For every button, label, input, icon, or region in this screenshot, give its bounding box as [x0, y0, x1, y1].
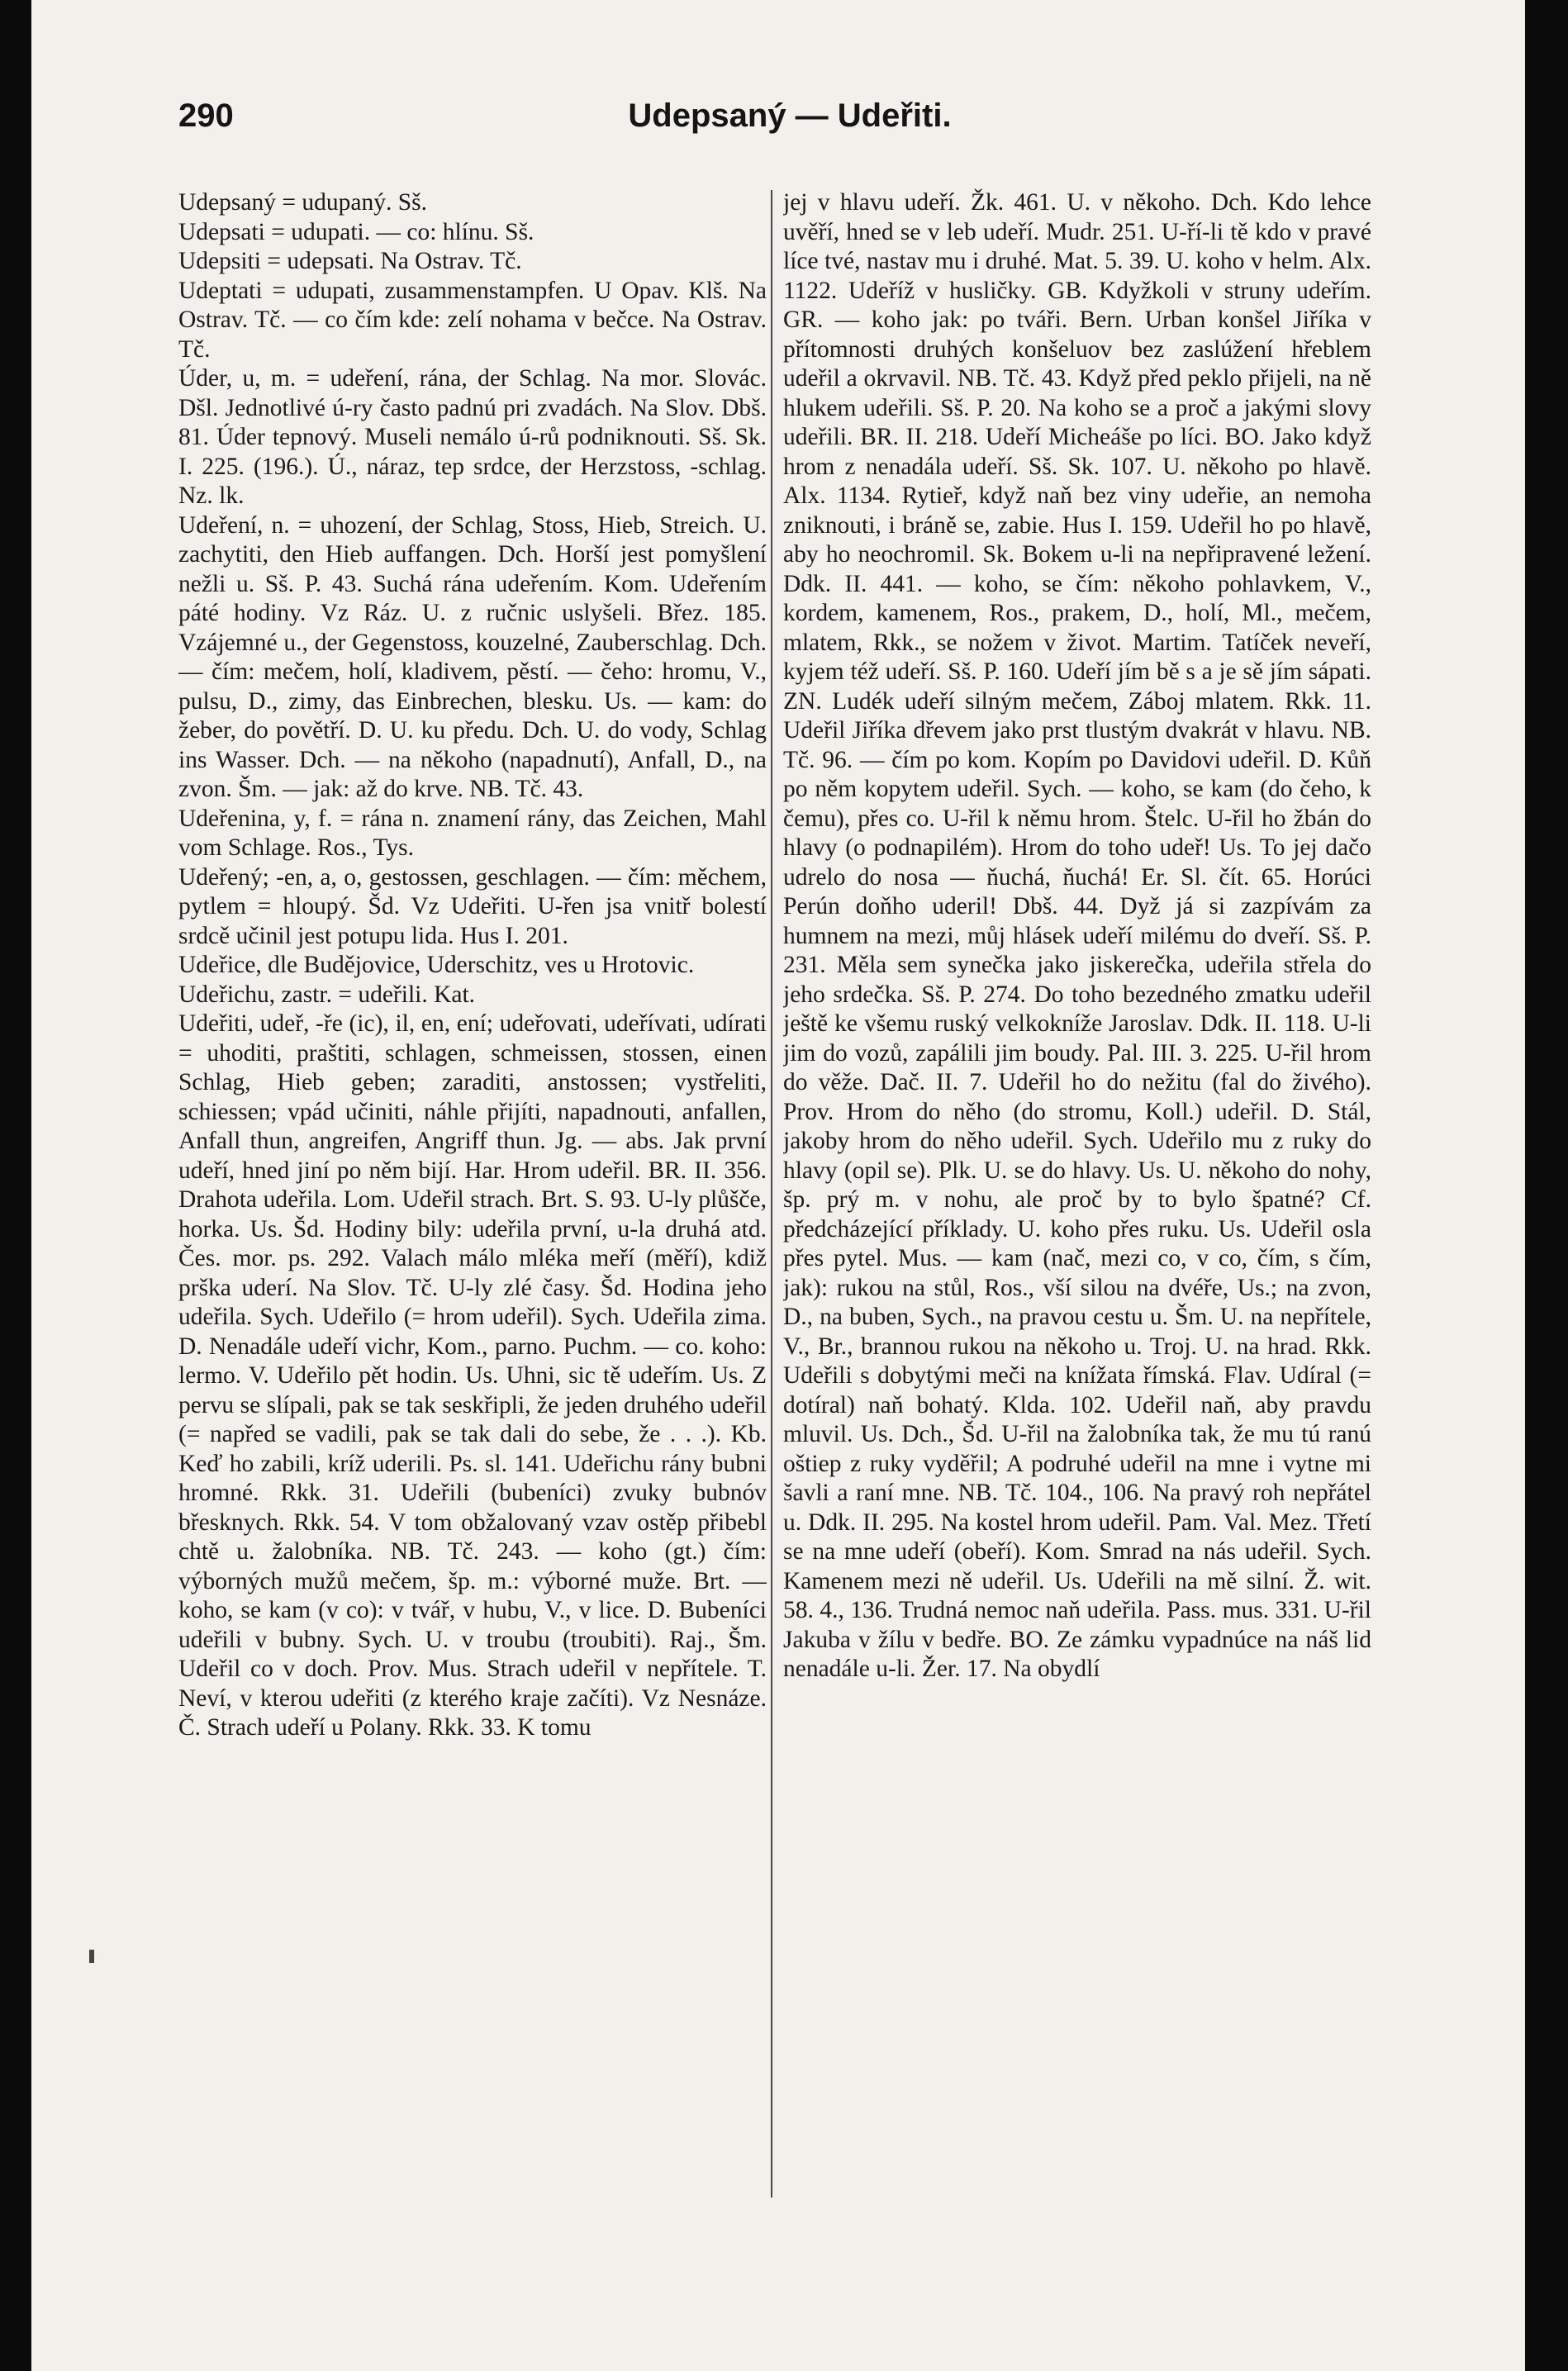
entry-udereny: Udeřený; -en, a, o, gestossen, geschlagen. — čím: měchem, pytlem = hloupý. Šd. Vz Udeřiti. U-řen jsa vnitř bolestí srdcě učinil jest potupu lida. Hus I. 201.	[178, 863, 767, 949]
entry-udepsany: Udepsaný = udupaný. Sš.	[178, 189, 427, 216]
entry-udepsiti: Udepsiti = udepsati. Na Ostrav. Tč.	[178, 248, 522, 274]
entry-udepsati: Udepsati = udupati. — co: hlínu. Sš.	[178, 218, 535, 245]
entry-udereni: Udeření, n. = uhození, der Schlag, Stoss, Hieb, Streich. U. zachytiti, den Hieb auffangen. Dch. Horší jest pomyšlení nežli u. Sš. P. 43. Suchá rána udeřením. Kom. Udeřením páté hodiny. Vz Ráz. U. z ručnic uslyšeli. Břez. 185. Vzájemné u., der Gegenstoss, kouzelné, Zauberschlag. Dch. — čím: mečem, holí, kladivem, pěstí. — čeho: hromu, V., pulsu, D., zimy, das Einbrechen, blesku. Us. — kam: do žeber, do povětří. D. U. ku předu. Dch. U. do vody, Schlag ins Wasser. Dch. — na někoho (napadnutí), Anfall, D., na zvon. Šm. — jak: až do krve. NB. Tč. 43.	[178, 511, 767, 802]
column-divider	[771, 190, 772, 2198]
page-number: 290	[178, 97, 234, 134]
page-header	[178, 97, 1401, 147]
entry-uder: Úder, u, m. = udeření, rána, der Schlag. Na mor. Slovác. Dšl. Jednotlivé ú-ry často padnú pri zvadách. Na Slov. Dbš. 81. Úder tepnový. Museli nemálo ú-rů podniknouti. Sš. Sk. I. 225. (196.). Ú., náraz, tep srdce, der Herzstoss, -schlag. Nz. lk.	[178, 365, 767, 509]
entry-uderenina: Udeřenina, y, f. = rána n. znamení rány, das Zeichen, Mahl vom Schlage. Ros., Tys.	[178, 805, 767, 861]
entry-uderiti: Udeřiti, udeř, -ře (ic), il, en, ení; udeřovati, udeřívati, udírati = uhoditi, praštiti, schlagen, schmeissen, stossen, einen Schlag, Hieb geben; zaraditi, anstossen; vystřeliti, schiessen; vpád učiniti, náhle přijíti, napadnouti, anfallen, Anfall thun, angreifen, Angriff thun. Jg. — abs. Jak první udeří, hned jiní po něm bijí. Har. Hrom udeřil. BR. II. 356. Drahota udeřila. Lom. Udeřil strach. Brt. S. 93. U-ly plůšče, horka. Us. Šd. Hodiny bily: udeřila první, u-la druhá atd. Čes. mor. ps. 292. Valach málo mléka meří (měří), kdiž prška uderí. Na Slov. Tč. U-ly zlé časy. Šd. Hodina jeho udeřila. Sych. Udeřilo (= hrom udeřil). Sych. Udeřila zima. D. Nenadále udeří vichr, Kom., parno. Puchm. — co. koho: lermo. V. Udeřilo pět hodin. Us. Uhni, sic tě udeřím. Us. Z pervu se slípali, pak se tak seskřipli, že jeden druhého udeřil (= napřed se vadili, pak se tak dali do sebe, že . . .). Kb. Keď ho zabili, kríž uderili. Ps. sl. 141. Udeřichu rány bubni hromné. Rkk. 31. Udeřili (bubeníci) zvuky bubnóv břesknych. Rkk. 54. V tom obžalovaný vzav ostěp přibebl chtě u. žalobníka. NB. Tč. 243. — koho (gt.) čím: výborných mužů mečem, šp. m.: výborné muže. Brt. — koho, se kam (v co): v tvář, v hubu, V., v lice. D. Bubeníci udeřili v bubny. Sych. U. v troubu (troubiti). Raj., Šm. Udeřil co v doch. Prov. Mus. Strach udeřil v nepřítele. T. Neví, v kterou udeřiti (z kterého kraje začíti). Vz Nesnáze. Č. Strach udeří u Polany. Rkk. 33. K tomu	[178, 1010, 767, 1741]
entry-uderiti-continued: jej v hlavu udeří. Žk. 461. U. v někoho. Dch. Kdo lehce uvěří, hned se v leb udeří. Mudr. 251. U-ří-li tě kdo v pravé líce tvé, nastav mu i druhé. Mat. 5. 39. U. koho v helm. Alx. 1122. Udeříž v husličky. GB. Kdyžkoli v struny udeřím. GR. — koho jak: po tváři. Bern. Urban konšel Jiříka v přítomnosti druhých konšeluov bez zaslúžení hřeblem udeřil a okrvavil. NB. Tč. 43. Když před peklo přijeli, na ně hlukem udeřili. Sš. P. 20. Na koho se a proč a jakými slovy udeřili. BR. II. 218. Udeří Micheáše po líci. BO. Jako když hrom z nenadála udeří. Sš. Sk. 107. U. někoho po hlavě. Alx. 1134. Rytieř, když naň bez viny udeřie, an nemoha zniknouti, i bráně se, zabie. Hus I. 159. Udeřil ho po hlavě, aby ho neochromil. Sk. Bokem u-li na nepřipravené ležení. Ddk. II. 441. — koho, se čím: někoho pohlavkem, V., kordem, kamenem, Ros., prakem, D., holí, Ml., mečem, mlatem, Rkk., se nožem v život. Martim. Tatíček neveří, kyjem též udeří. Sš. P. 160. Udeří jím bě s a je sě jím sápati. ZN. Ludék udeří silným mečem, Záboj mlatem. Rkk. 11. Udeřil Jiříka dřevem jako prst tlustým dvakrát v hlavu. NB. Tč. 96. — čím po kom. Kopím po Davidovi udeřil. D. Kůň po něm kopytem udeřil. Sych. — koho, se kam (do čeho, k čemu), přes co. U-řil k němu hrom. Štelc. U-řil ho žbán do hlavy (o podnapilém). Hrom do toho udeř! Us. To jej dačo udrelo do nosa — ňuchá, ňuchá! Er. Sl. čít. 65. Horúci Perún doňho uderil! Dbš. 44. Dyž já si zazpívám za humnem na mezi, můj hlásek udeří milému do dveří. Sš. P. 231. Měla sem synečka jako jiskerečka, udeřila střela do jeho srdečka. Sš. P. 274. Do toho bezedného zmatku udeřil ještě ke všemu ruský velkokníže Jaroslav. Ddk. II. 118. U-li jim do vozů, zapálili jim boudy. Pal. III. 3. 225. U-řil hrom do věže. Dač. II. 7. Udeřil ho do nežitu (fal do živého). Prov. Hrom do něho (do stromu, Koll.) udeřil. D. Stál, jakoby hrom do něho udeřil. Sych. Udeřilo mu z ruky do hlavy (opil se). Plk. U. se do hlavy. Us. U. někoho do nohy, šp. prý m. v nohu, ale proč by to bylo špatné? Cf. předcházející příklady. U. koho přes ruku. Us. Udeřil osla přes pytel. Mus. — kam (nač, mezi co, v co, čím, s čím, jak): rukou na stůl, Ros., vší silou na dvéře, Us.; na zvon, D., na buben, Sych., na pravou cestu u. Šm. U. na nepřítele, V., Br., brannou rukou na někoho u. Troj. U. na hrad. Rkk. Udeřili s dobytými meči na knížata římská. Flav. Udíral (= dotíral) naň bohatý. Klda. 102. Udeřil naň, aby pravdu mluvil. Us. Dch., Šd. U-řil na žalobníka tak, že mu tú ranú oštiep z ruky vyděřil; A podruhé udeřil na mne i vytne mi šavli a raní mne. NB. Tč. 104., 106. Na pravý roh nepřátel u. Ddk. II. 295. Na kostel hrom udeřil. Pam. Val. Mez. Třetí se na mne udeří (obeří). Kom. Smrad na nás udeřil. Sych. Kamenem mezi ně udeřil. Us. Udeřili na mě silní. Ž. wit. 58. 4., 136. Trudná nemoc naň udeřila. Pass. mus. 331. U-řil Jakuba v žílu v bedře. BO. Ze zámku vypadnúce na náš lid nenadále u-li. Žer. 17. Na obydlí	[783, 189, 1371, 1682]
entry-udeptati: Udeptati = udupati, zusammenstampfen. U Opav. Klš. Na Ostrav. Tč. — co čím kde: zelí nohama v bečce. Na Ostrav. Tč.	[178, 277, 767, 363]
left-column	[178, 188, 767, 2303]
right-column	[783, 188, 1371, 2303]
scan-edge-right	[1525, 0, 1568, 2371]
dictionary-page	[31, 0, 1525, 2371]
running-head: Udepsaný — Udeřiti.	[628, 97, 952, 134]
entry-uderichu: Udeřichu, zastr. = udeřili. Kat.	[178, 981, 476, 1008]
margin-mark	[89, 1950, 94, 1963]
scan-edge-left	[0, 0, 31, 2371]
entry-uderice: Udeřice, dle Budějovice, Uderschitz, ves u Hrotovic.	[178, 952, 695, 978]
